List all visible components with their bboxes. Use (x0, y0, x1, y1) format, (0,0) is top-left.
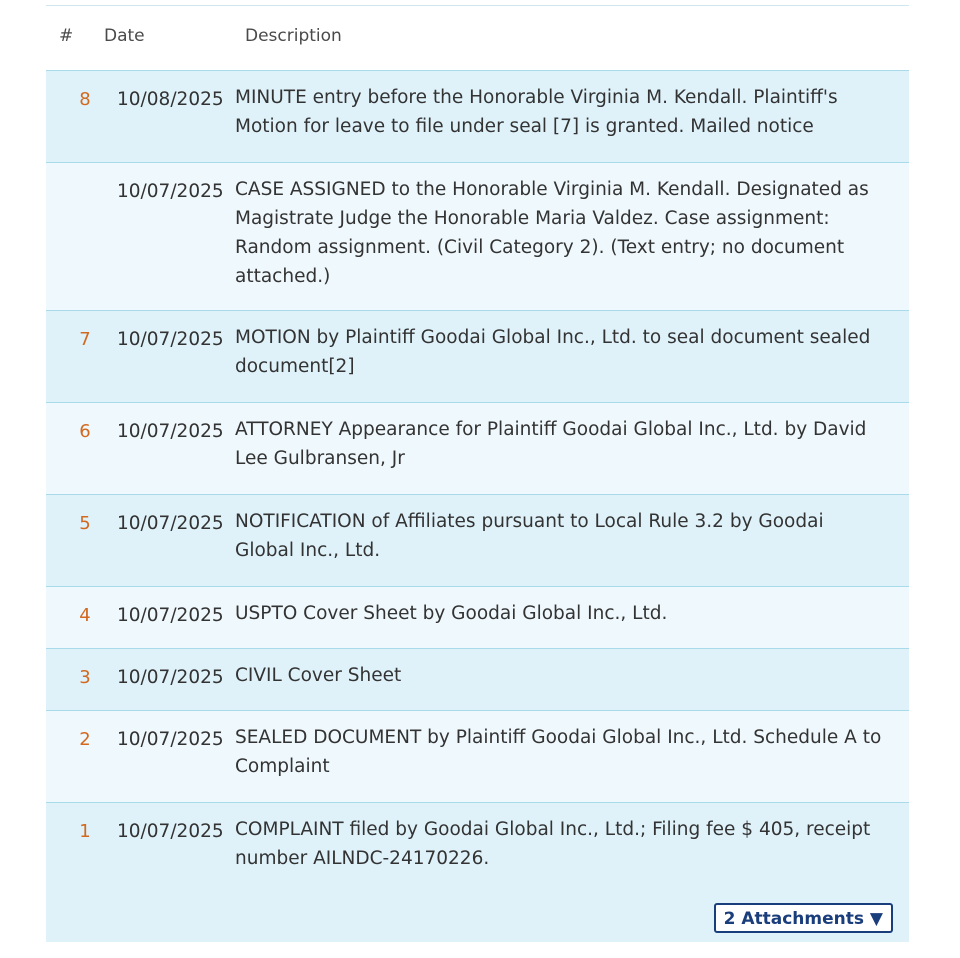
entry-number[interactable]: 4 (79, 605, 91, 626)
docket-table (46, 5, 909, 940)
entry-description: MINUTE entry before the Honorable Virginia M. Kendall. Plaintiff's Motion for leave to file under seal [7] is granted. Mailed notice (235, 87, 838, 137)
entry-date: 10/07/2025 (117, 605, 224, 626)
header-number: # (59, 26, 74, 46)
table-row (46, 649, 909, 711)
entry-number[interactable]: 2 (79, 729, 91, 750)
entry-description: MOTION by Plaintiff Goodai Global Inc., Ltd. to seal document sealed document[2] (235, 327, 871, 377)
entry-description: COMPLAINT filed by Goodai Global Inc., Ltd.; Filing fee $ 405, receipt number AILNDC-24170226. (235, 819, 871, 869)
entry-date: 10/07/2025 (117, 821, 224, 842)
entry-description: NOTIFICATION of Affiliates pursuant to Local Rule 3.2 by Goodai Global Inc., Ltd. (235, 511, 824, 561)
entry-date: 10/07/2025 (117, 329, 224, 350)
entry-description: CASE ASSIGNED to the Honorable Virginia M. Kendall. Designated as Magistrate Judge the Honorable Maria Valdez. Case assignment: Random assignment. (Civil Category 2). (Text entry; no document attached.) (235, 179, 869, 287)
entry-description: SEALED DOCUMENT by Plaintiff Goodai Global Inc., Ltd. Schedule A to Complaint (235, 727, 882, 777)
entry-number[interactable]: 7 (79, 329, 91, 350)
entry-date: 10/07/2025 (117, 729, 224, 750)
table-row (46, 803, 909, 942)
table-header (46, 5, 909, 71)
table-row (46, 495, 909, 587)
entry-number[interactable]: 5 (79, 513, 91, 534)
entry-date: 10/07/2025 (117, 181, 224, 202)
entry-description: CIVIL Cover Sheet (235, 665, 402, 686)
entry-date: 10/07/2025 (117, 513, 224, 534)
entry-date: 10/07/2025 (117, 421, 224, 442)
table-row (46, 711, 909, 803)
entry-number[interactable]: 1 (79, 821, 91, 842)
entry-date: 10/07/2025 (117, 667, 224, 688)
header-description: Description (245, 26, 342, 46)
entry-number[interactable]: 8 (79, 89, 91, 110)
table-row (46, 311, 909, 403)
entry-description: ATTORNEY Appearance for Plaintiff Goodai Global Inc., Ltd. by David Lee Gulbransen, Jr (235, 419, 867, 469)
attachments-dropdown-button[interactable]: 2 Attachments ▼ (714, 903, 893, 933)
table-row (46, 403, 909, 495)
entry-number[interactable]: 6 (79, 421, 91, 442)
header-date: Date (104, 26, 145, 46)
entry-description: USPTO Cover Sheet by Goodai Global Inc., Ltd. (235, 603, 668, 624)
table-row (46, 71, 909, 163)
table-row (46, 163, 909, 311)
entry-date: 10/08/2025 (117, 89, 224, 110)
entry-number[interactable]: 3 (79, 667, 91, 688)
table-row (46, 587, 909, 649)
